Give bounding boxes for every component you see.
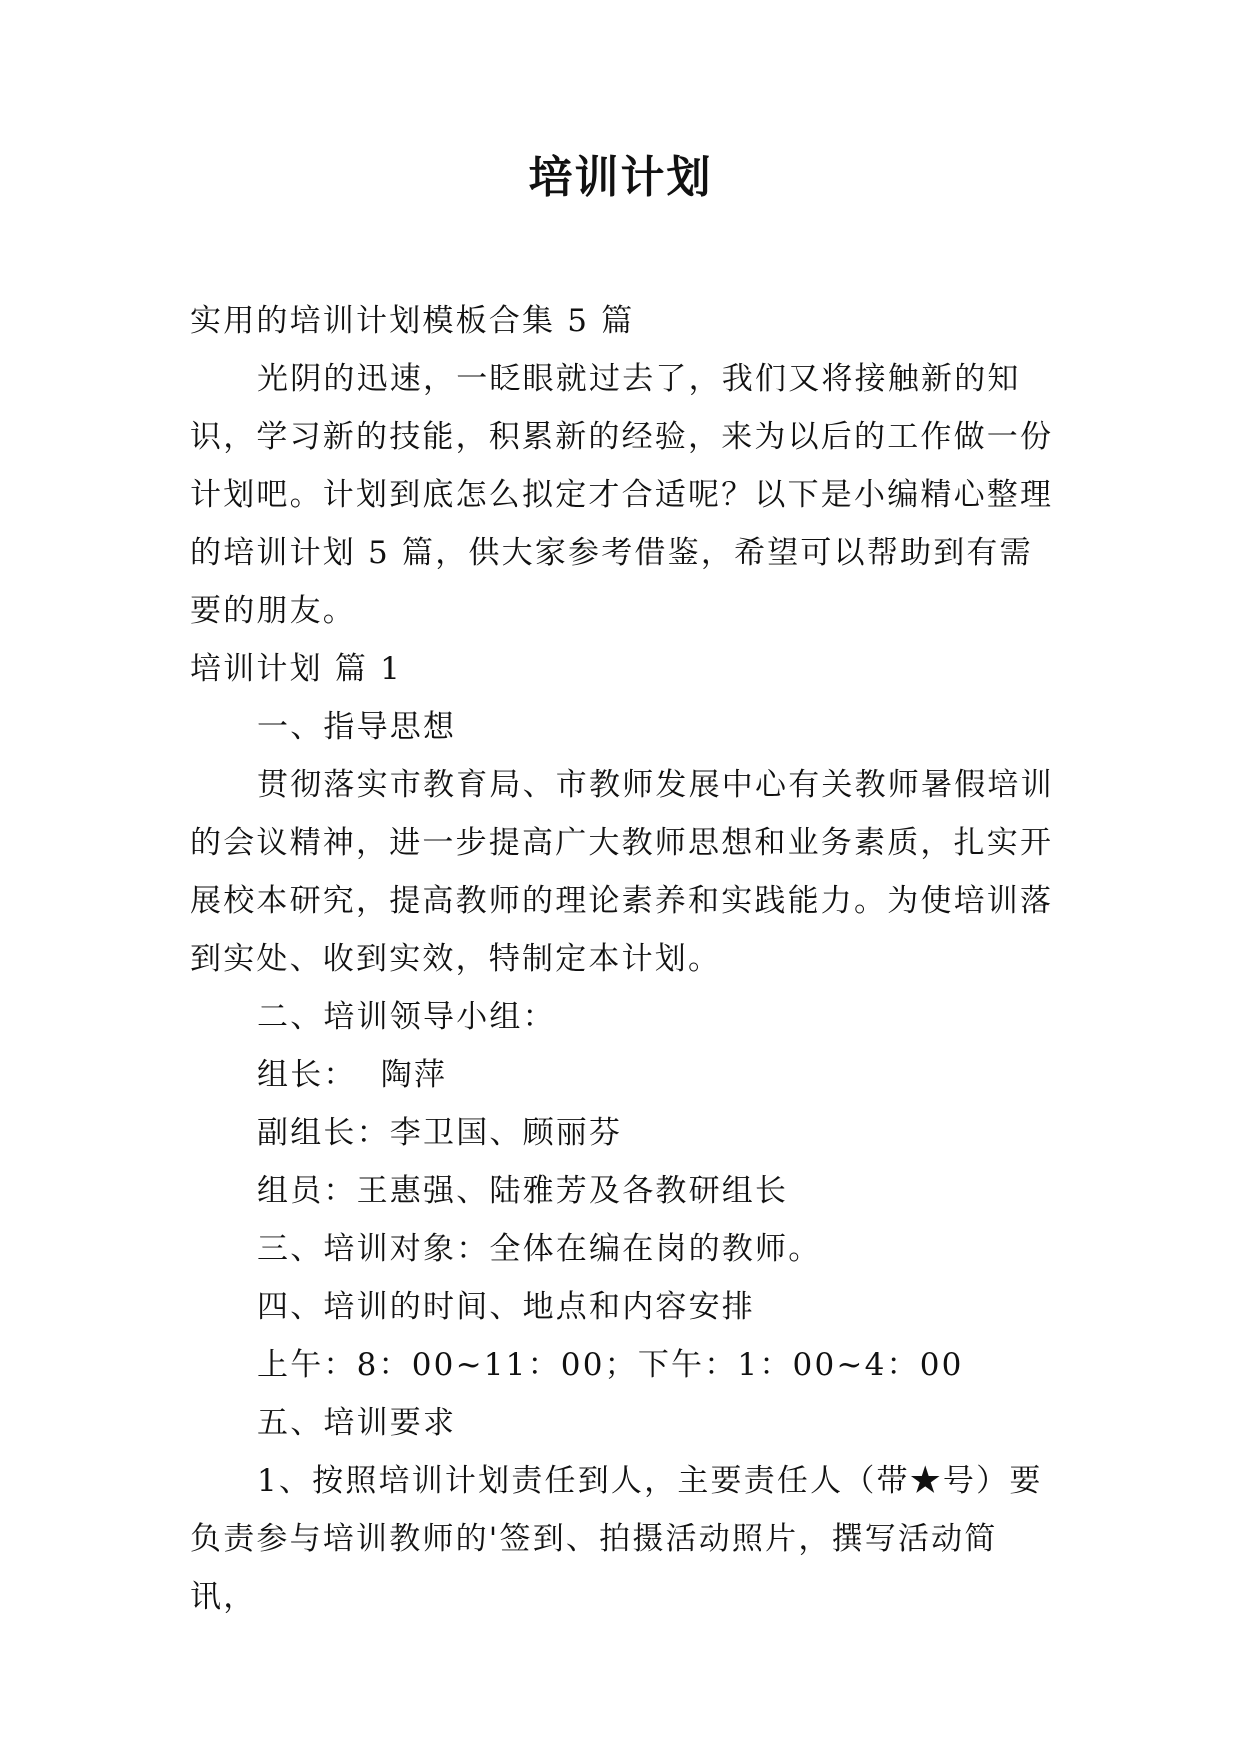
document-subtitle: 实用的培训计划模板合集 5 篇 — [190, 303, 635, 339]
schedule-times: 上午：8：00~11：00；下午：1：00~4：00 — [257, 1347, 964, 1383]
leader-line: 组长： 陶萍 — [257, 1057, 448, 1093]
requirement-item-1: 1、按照培训计划责任到人，主要责任人（带★号）要负责参与培训教师的'签到、拍摄活动照片，撰写活动简讯， — [190, 1463, 1043, 1615]
heading-guiding-ideology: 一、指导思想 — [257, 709, 457, 745]
document-body — [190, 292, 1060, 1626]
heading-requirements: 五、培训要求 — [257, 1405, 457, 1441]
intro-paragraph: 光阴的迅速，一眨眼就过去了，我们又将接触新的知识，学习新的技能，积累新的经验，来为以后的工作做一份计划吧。计划到底怎么拟定才合适呢？以下是小编精心整理的培训计划 5 篇，供大家参考借鉴，希望可以帮助到有需要的朋友。 — [190, 361, 1054, 629]
heading-schedule: 四、培训的时间、地点和内容安排 — [257, 1289, 755, 1325]
heading-leadership-group: 二、培训领导小组： — [257, 999, 556, 1035]
members-line: 组员：王惠强、陆雅芳及各教研组长 — [257, 1173, 789, 1209]
section-heading: 培训计划 篇 1 — [190, 651, 403, 687]
deputy-leader-line: 副组长：李卫国、顾丽芬 — [257, 1115, 623, 1151]
paragraph-guiding-ideology: 贯彻落实市教育局、市教师发展中心有关教师暑假培训的会议精神，进一步提高广大教师思想和业务素质，扎实开展校本研究，提高教师的理论素养和实践能力。为使培训落到实处、收到实效，特制定本计划。 — [190, 767, 1054, 977]
document-title: 培训计划 — [528, 152, 713, 203]
training-target-line: 三、培训对象：全体在编在岗的教师。 — [257, 1231, 822, 1267]
